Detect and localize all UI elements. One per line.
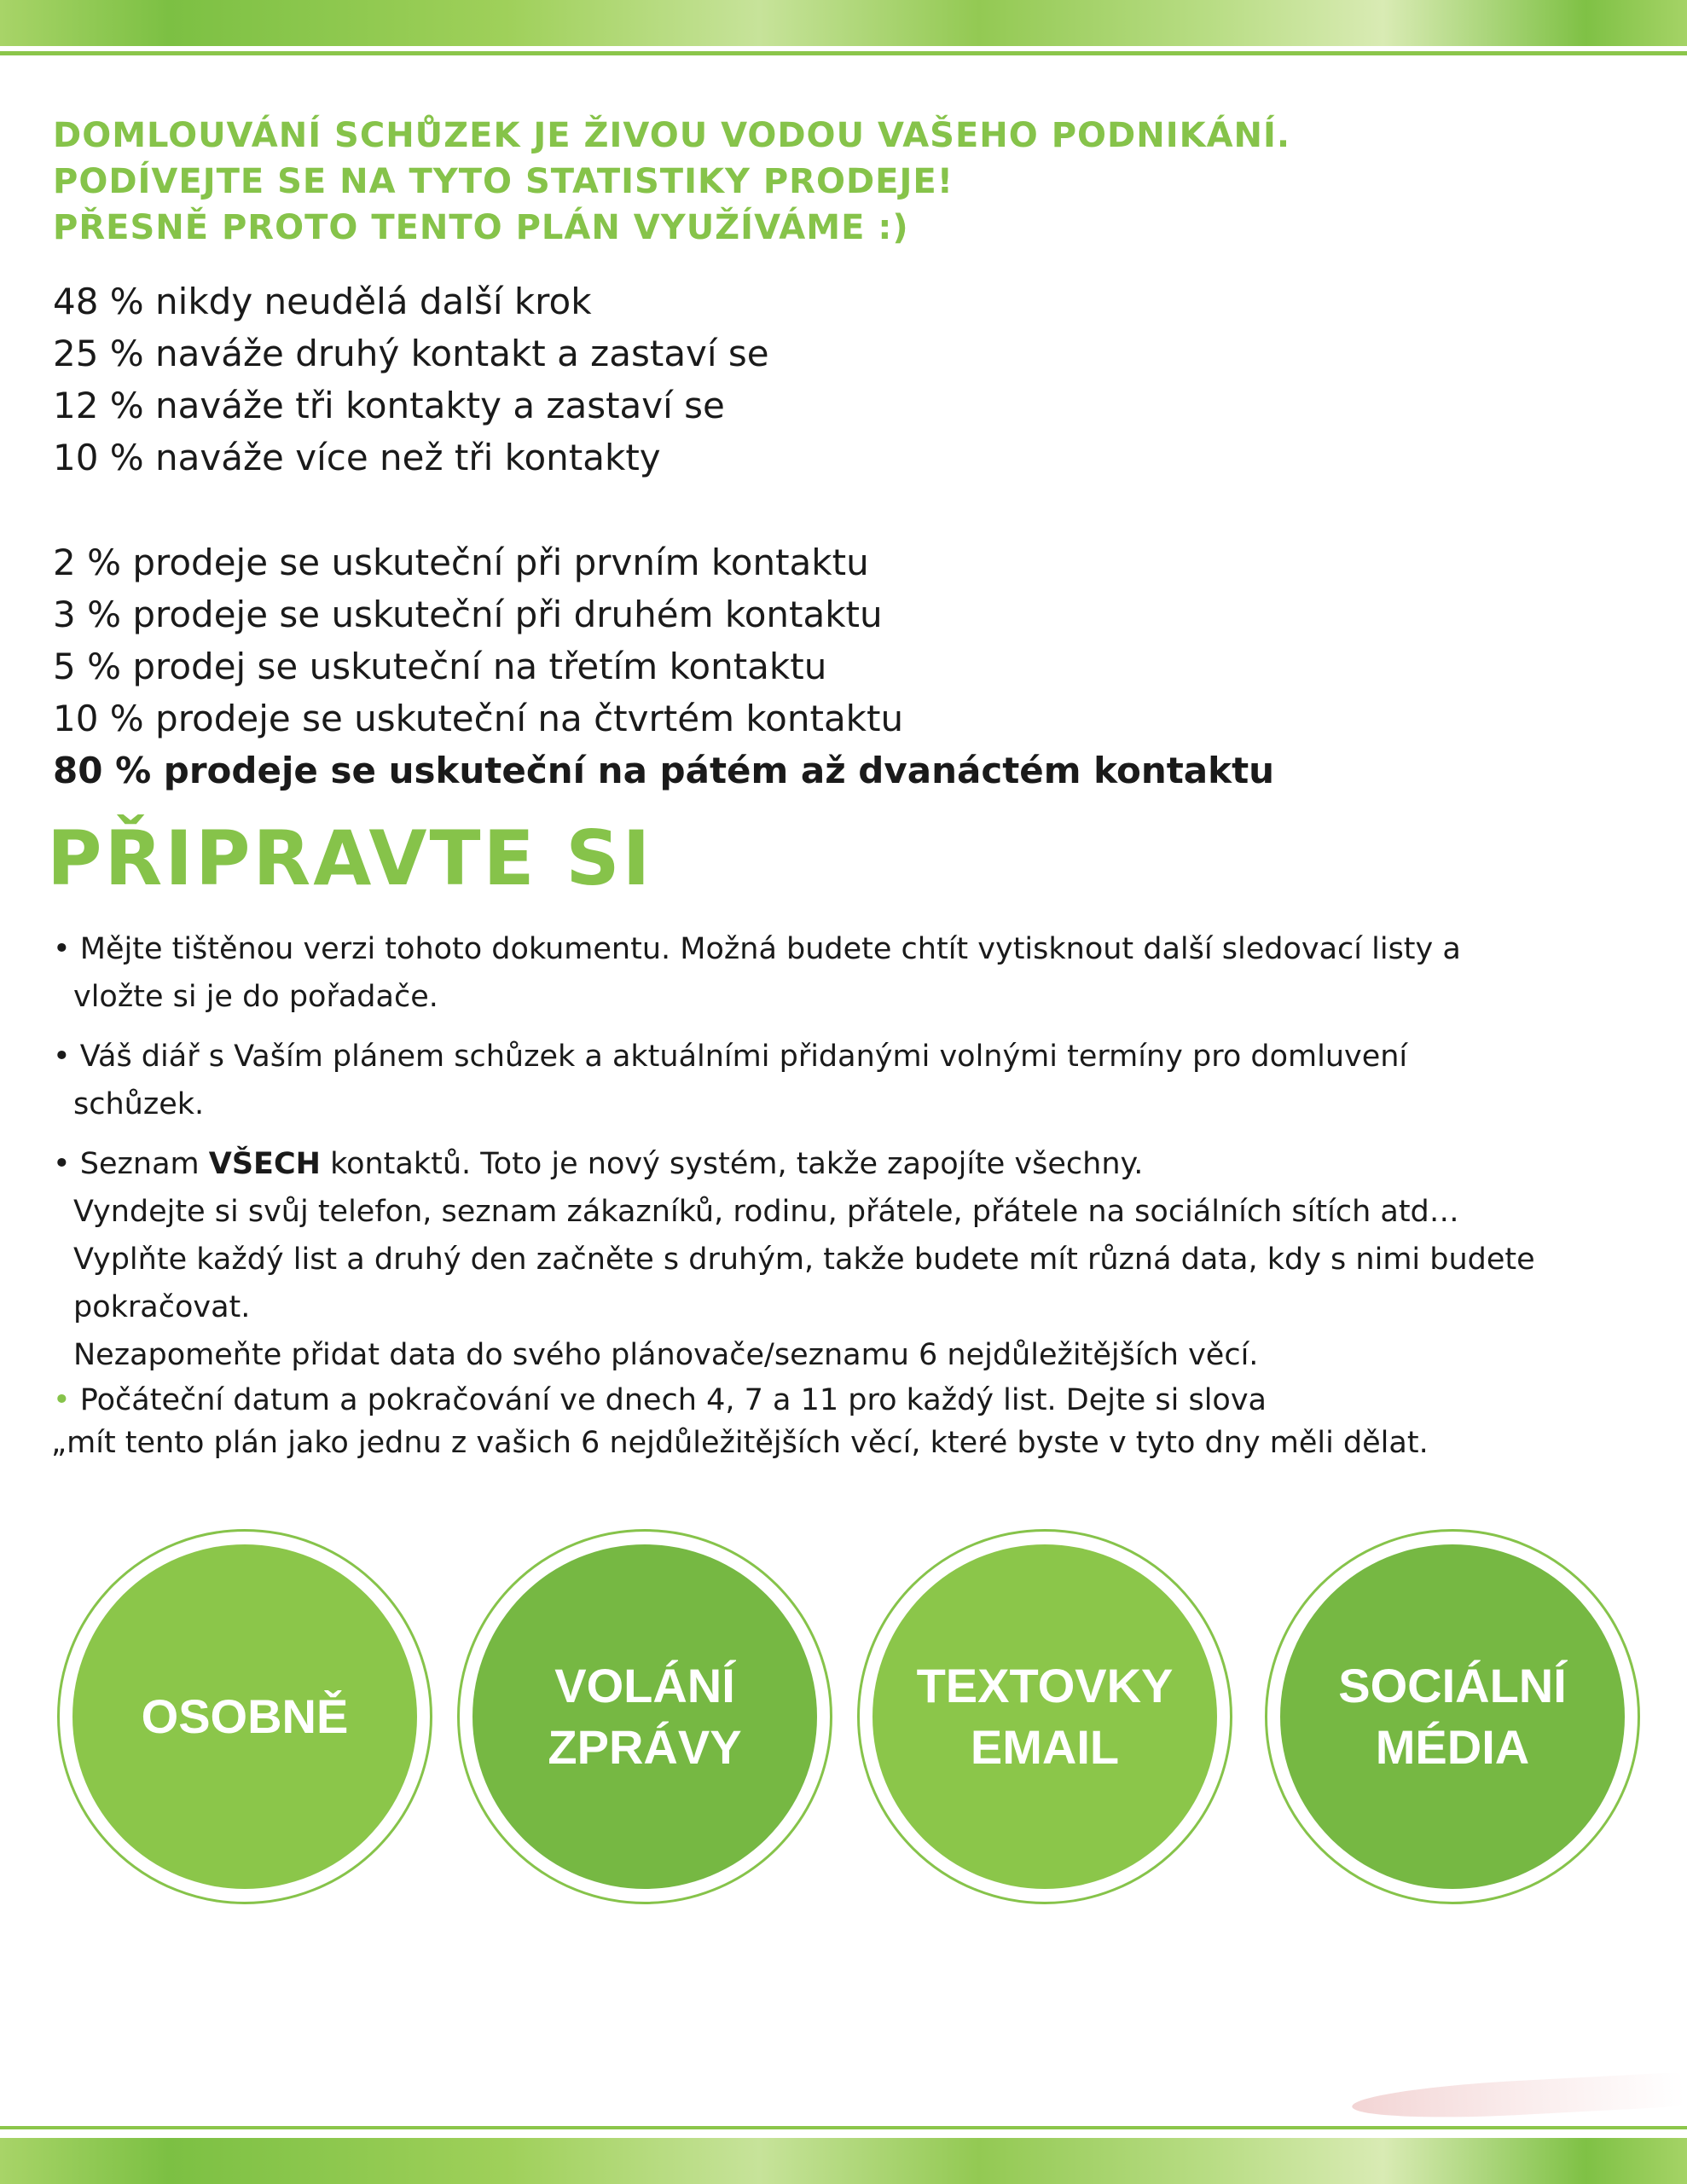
list-item: • Mějte tištěnou verzi tohoto dokumentu. Možná budete chtít vytisknout další sledovací listy a [53,932,1461,966]
prepare-list [53,925,1656,1464]
contact-stats [53,275,769,484]
bullet: • [53,1383,71,1417]
list-item-cont: pokračovat. [73,1290,251,1324]
list-item: • Váš diář s Vaším plánem schůzek a aktuálními přidanými volnými termíny pro domluvení [53,1040,1408,1074]
channel-circle-calls [457,1529,832,1904]
decorative-brush-stroke [1351,2072,1685,2123]
emphasis: VŠECH [208,1147,321,1181]
list-item-cont: Nezapomeňte přidat data do svého plánovače/seznamu 6 nejdůležitějších věcí. [73,1338,1259,1372]
sales-stats [53,536,1274,797]
channel-label: TEXTOVKY [916,1659,1174,1712]
text: kontaktů. Toto je nový systém, takže zapojíte všechny. [320,1147,1144,1181]
headline-line: PODÍVEJTE SE NA TYTO STATISTIKY PRODEJE! [53,162,954,201]
channel-circle-social [1265,1529,1640,1904]
list-item [53,1140,1656,1188]
stat-line: 2 % prodeje se uskuteční při prvním kontaktu [53,542,869,583]
list-item-cont: Vyplňte každý list a druhý den začněte s druhým, takže budete mít různá data, kdy s nimi budete [73,1243,1535,1277]
bottom-divider [0,2126,1687,2129]
channel-label: VOLÁNÍ [554,1659,735,1712]
top-divider [0,51,1687,55]
text: Počáteční datum a pokračování ve dnech 4, 7 a 11 pro každý list. Dejte si slova [70,1383,1267,1417]
stat-line: 10 % naváže více než tři kontakty [53,437,661,478]
stat-line: 48 % nikdy neudělá další krok [53,281,592,322]
channel-label: OSOBNĚ [141,1689,349,1743]
stat-line-highlight: 80 % prodeje se uskuteční na pátém až dvanáctém kontaktu [53,750,1275,791]
channel-circle-personal [57,1529,432,1904]
stat-line: 12 % naváže tři kontakty a zastaví se [53,385,725,426]
list-item-cont: schůzek. [73,1087,205,1121]
list-item-cont: „mít tento plán jako jednu z vašich 6 nejdůležitějších věcí, které byste v tyto dny měli dělat. [51,1426,1429,1460]
text: • Seznam [53,1147,209,1181]
channel-label: SOCIÁLNÍ [1338,1659,1567,1712]
stat-line: 25 % naváže druhý kontakt a zastaví se [53,333,769,374]
channel-label: ZPRÁVY [548,1720,742,1774]
list-item [53,1379,1656,1422]
top-decorative-band [0,0,1687,46]
headline-line: DOMLOUVÁNÍ SCHŮZEK JE ŽIVOU VODOU VAŠEHO PODNIKÁNÍ. [53,116,1291,155]
channel-label: MÉDIA [1375,1720,1530,1774]
channel-circle-texts [857,1529,1232,1904]
stat-line: 5 % prodej se uskuteční na třetím kontaktu [53,646,827,687]
stat-line: 10 % prodeje se uskuteční na čtvrtém kontaktu [53,698,904,739]
bottom-decorative-band [0,2138,1687,2184]
section-title: PŘIPRAVTE SI [47,814,653,902]
headline [53,113,1290,251]
headline-line: PŘESNĚ PROTO TENTO PLÁN VYUŽÍVÁME :) [53,208,909,247]
channel-label: EMAIL [970,1720,1120,1774]
list-item-cont: Vyndejte si svůj telefon, seznam zákazníků, rodinu, přátele, přátele na sociálních sítích atd… [73,1195,1459,1229]
stat-line: 3 % prodeje se uskuteční při druhém kontaktu [53,594,883,635]
list-item-cont: vložte si je do pořadače. [73,980,438,1014]
